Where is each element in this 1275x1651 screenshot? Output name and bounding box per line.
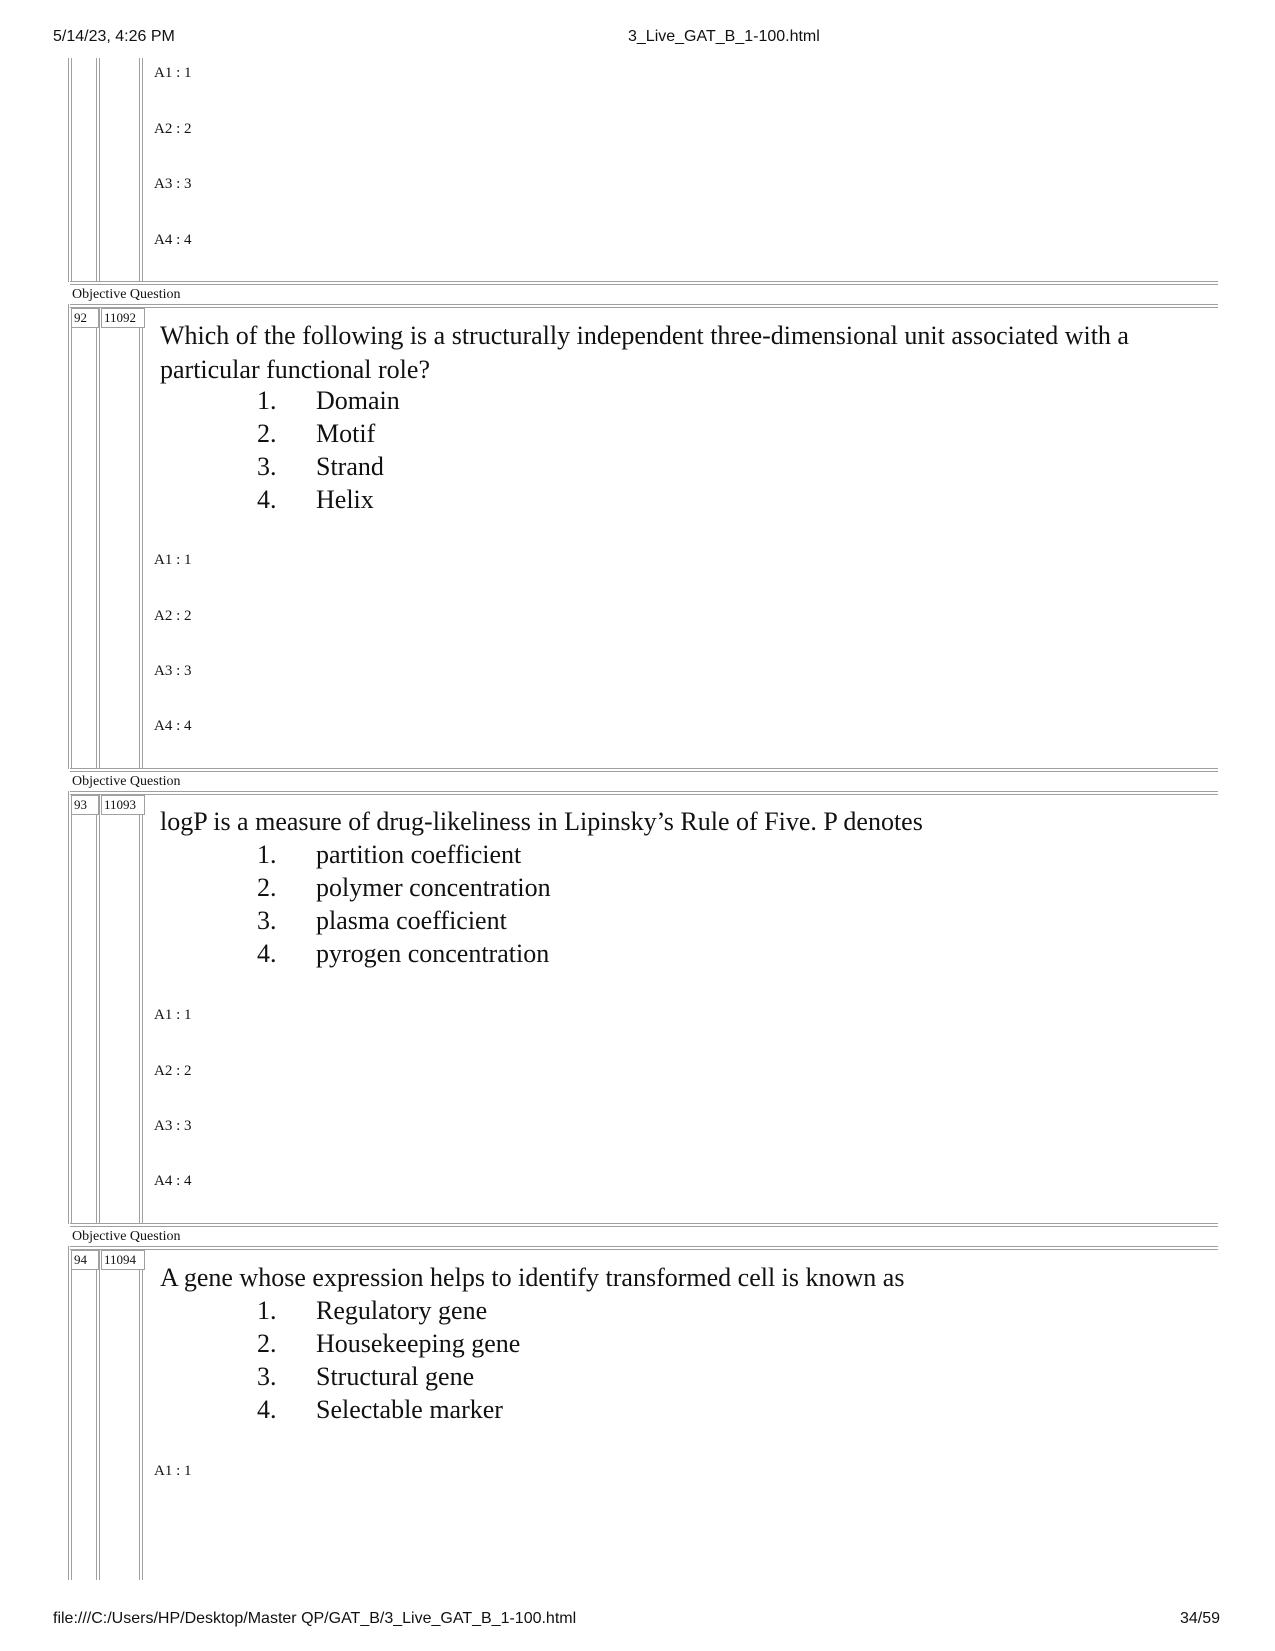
answer-option: A3 : 3	[154, 663, 192, 679]
answer-option: A2 : 2	[154, 121, 192, 137]
question-text: logP is a measure of drug-likeliness in Lipinsky’s Rule of Five. P denotes	[160, 807, 923, 836]
print-file-path: file:///C:/Users/HP/Desktop/Master QP/GAT_B/3_Live_GAT_B_1-100.html	[53, 1610, 577, 1627]
section-label: Objective Question	[72, 287, 181, 302]
option-number: 1.	[257, 386, 277, 415]
question-id: 11094	[101, 1250, 145, 1270]
print-page-title: 3_Live_GAT_B_1-100.html	[628, 28, 820, 45]
answer-option: A4 : 4	[154, 232, 192, 248]
option-text: plasma coefficient	[316, 906, 507, 935]
option-text: pyrogen concentration	[316, 939, 550, 968]
option-number: 3.	[257, 906, 277, 935]
option-text: Housekeeping gene	[316, 1329, 521, 1358]
option-text: Strand	[316, 452, 384, 481]
question-id: 11092	[101, 308, 145, 328]
option-number: 3.	[257, 452, 277, 481]
answer-option: A2 : 2	[154, 608, 192, 624]
option-text: Domain	[316, 386, 400, 415]
option-number: 2.	[257, 1329, 277, 1358]
option-number: 4.	[257, 1395, 277, 1424]
answer-option: A3 : 3	[154, 1118, 192, 1134]
option-text: Motif	[316, 419, 376, 448]
print-footer	[0, 1610, 1275, 1634]
option-text: Selectable marker	[316, 1395, 503, 1424]
question-id: 11093	[101, 795, 145, 815]
question-number: 92	[71, 308, 99, 328]
answer-option: A3 : 3	[154, 176, 192, 192]
option-text: Helix	[316, 485, 374, 514]
question-text: A gene whose expression helps to identify transformed cell is known as	[160, 1263, 905, 1292]
print-header	[0, 28, 1275, 52]
option-number: 4.	[257, 939, 277, 968]
question-text: Which of the following is a structurally independent three-dimensional unit associated with a particular functional role?	[160, 321, 1129, 384]
option-number: 2.	[257, 419, 277, 448]
option-number: 2.	[257, 873, 277, 902]
question-number: 93	[71, 795, 99, 815]
answer-option: A1 : 1	[154, 1463, 192, 1479]
answer-option: A1 : 1	[154, 552, 192, 568]
section-label: Objective Question	[72, 774, 181, 789]
answer-option: A1 : 1	[154, 1007, 192, 1023]
answer-option: A4 : 4	[154, 718, 192, 734]
print-datetime: 5/14/23, 4:26 PM	[53, 28, 175, 45]
section-label: Objective Question	[72, 1229, 181, 1244]
answer-option: A1 : 1	[154, 65, 192, 81]
option-number: 1.	[257, 1296, 277, 1325]
option-number: 1.	[257, 840, 277, 869]
option-number: 3.	[257, 1362, 277, 1391]
print-page-count: 34/59	[1179, 1610, 1220, 1627]
option-number: 4.	[257, 485, 277, 514]
option-text: polymer concentration	[316, 873, 551, 902]
answer-option: A4 : 4	[154, 1173, 192, 1189]
answer-option: A2 : 2	[154, 1063, 192, 1079]
question-number: 94	[71, 1250, 99, 1270]
option-text: Regulatory gene	[316, 1296, 488, 1325]
option-text: Structural gene	[316, 1362, 475, 1391]
option-text: partition coefficient	[316, 840, 522, 869]
